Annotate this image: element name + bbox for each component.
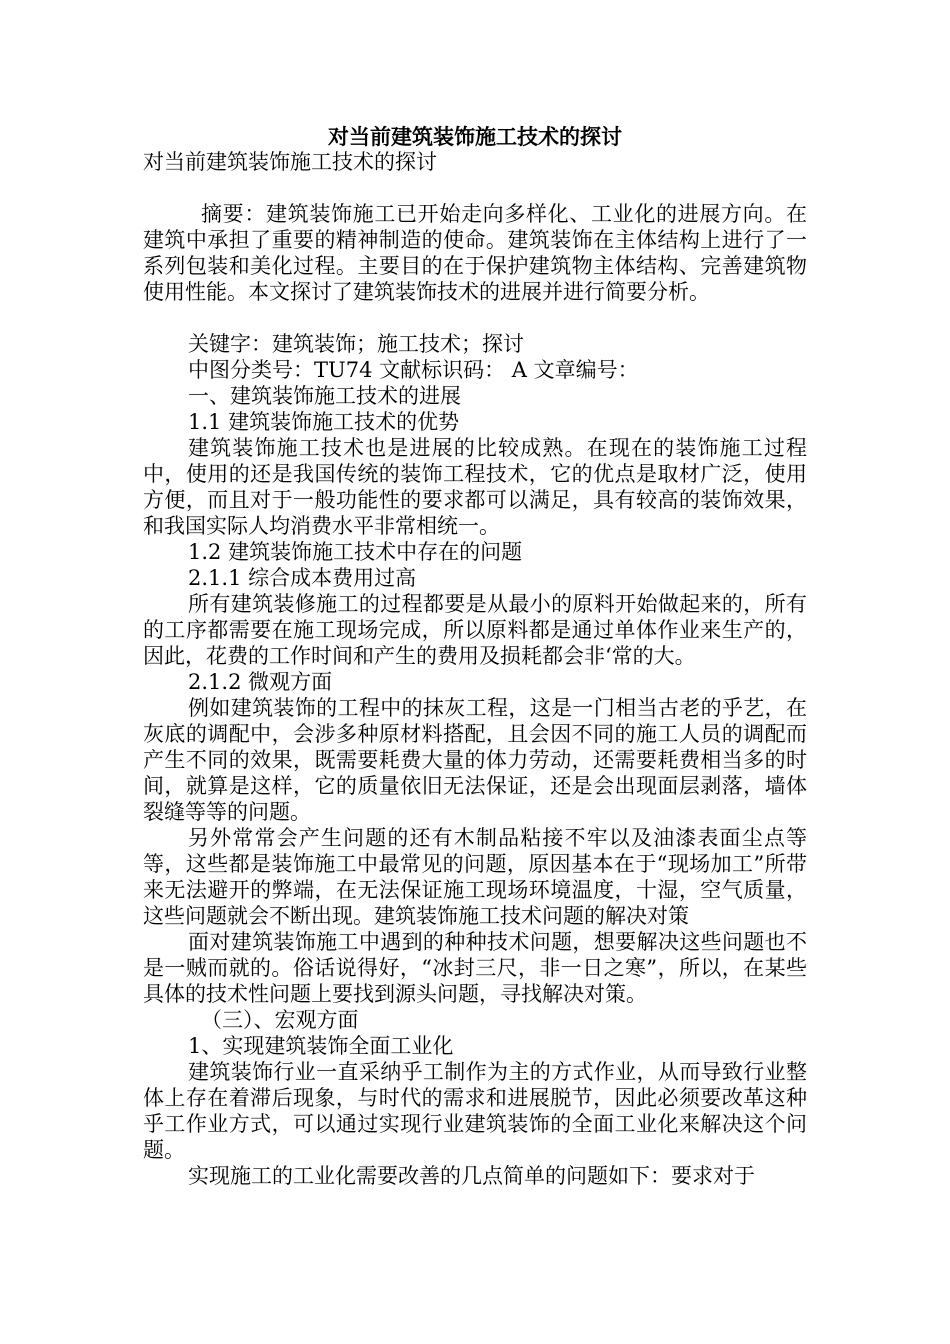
document-title: 对当前建筑装饰施工技术的探讨 [328,124,622,149]
subsection-heading: 1.1 建筑装饰施工技术的优势 [188,410,460,434]
abstract-paragraph: 摘要：建筑装饰施工已开始走向多样化、工业化的进展方向。在建筑中承担了重要的精神制造的使命。建筑装饰在主体结构上进行了一系列包装和美化过程。主要目的在于保护建筑物主体结构、完善建筑物使用性能。本文探讨了建筑装饰技术的进展并进行简要分析。 [143,202,807,304]
section-heading: 一、建筑装饰施工技术的进展 [188,384,461,408]
body-paragraph: 所有建筑装修施工的过程都要是从最小的原料开始做起来的，所有的工序都需要在施工现场完成，所以原料都是通过单体作业来生产的，因此，花费的工作时间和产生的费用及损耗都会非‘常的大。 [143,592,807,668]
document-body [143,149,807,1189]
classification-line: 中图分类号：TU74 文献标识码： A 文章编号： [188,358,639,382]
body-paragraph: 面对建筑装饰施工中遇到的种种技术问题，想要解决这些问题也不是一贼而就的。俗话说得好，“冰封三尺，非一日之寒”，所以，在某些具体的技术性问题上要找到源头问题，寻找解决对策。 [143,930,807,1006]
subsection-heading: 2.1.2 微观方面 [188,670,333,694]
subsection-heading: 1.2 建筑装饰施工技术中存在的问题 [188,540,523,564]
subsection-heading: 2.1.1 综合成本费用过高 [188,566,417,590]
section-heading: （三）、宏观方面 [201,1008,359,1032]
body-paragraph: 建筑装饰行业一直采纳乎工制作为主的方式作业，从而导致行业整体上存在着滞后现象，与时代的需求和进展脱节，因此必须要改革这种乎工作业方式，可以通过实现行业建筑装饰的全面工业化来解决这个问题。 [143,1060,807,1162]
document-subtitle: 对当前建筑装饰施工技术的探讨 [143,150,437,174]
blank-line [143,305,807,331]
body-paragraph: 另外常常会产生问题的还有木制品粘接不牢以及油漆表面尘点等等，这些都是装饰施工中最常见的问题，原因基本在于“现场加工”所带来无法避开的弊端，在无法保证施工现场环境温度，十湿，空气质量，这些问题就会不断出现。建筑装饰施工技术问题的解决对策 [143,826,807,928]
keywords-line: 关键字：建筑装饰；施工技术；探讨 [188,332,524,356]
body-paragraph: 例如建筑装饰的工程中的抹灰工程，这是一门相当古老的乎艺，在灰底的调配中，会涉多种原材料搭配，且会因不同的施工人员的调配而产生不同的效果，既需要耗费大量的体力劳动，还需要耗费相当多的时间，就算是这样，它的质量依旧无法保证，还是会出现面层剥落，墙体裂缝等等的问题。 [143,696,807,824]
body-paragraph: 建筑装饰施工技术也是进展的比较成熟。在现在的装饰施工过程中，使用的还是我国传统的装饰工程技术，它的优点是取材广泛，使用方便，而且对于一般功能性的要求都可以满足，具有较高的装饰效果，和我国实际人均消费水平非常相统一。 [143,436,807,538]
body-paragraph: 实现施工的工业化需要改善的几点简单的问题如下：要求对于 [188,1164,755,1188]
subsection-heading: 1、实现建筑装饰全面工业化 [188,1034,454,1058]
blank-line [143,175,807,201]
